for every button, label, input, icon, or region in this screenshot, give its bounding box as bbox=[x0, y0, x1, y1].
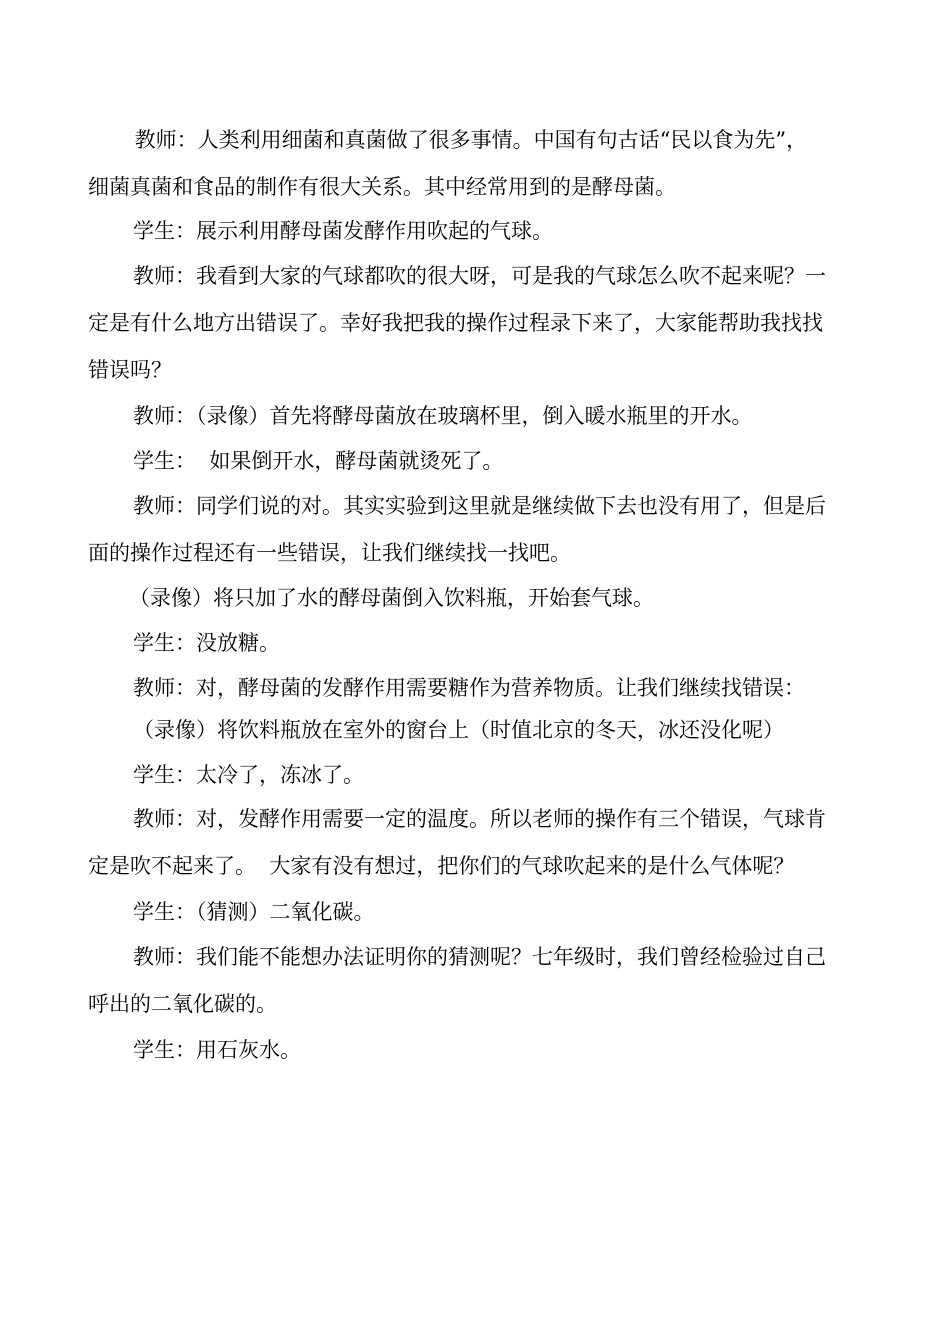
paragraph-line: 学生：没放糖。 bbox=[133, 631, 280, 655]
paragraph-line: 学生：（猜测）二氧化碳。 bbox=[133, 900, 375, 924]
paragraph-line: 细菌真菌和食品的制作有很大关系。其中经常用到的是酵母菌。 bbox=[88, 175, 676, 199]
paragraph-line: 教师：人类利用细菌和真菌做了很多事情。中国有句古话“民以食为先”， bbox=[128, 128, 808, 152]
paragraph-line: （录像）将只加了水的酵母菌倒入饮料瓶，开始套气球。 bbox=[129, 586, 654, 610]
paragraph-line: 教师：对，发酵作用需要一定的温度。所以老师的操作有三个错误，气球肯 bbox=[133, 807, 826, 831]
paragraph-line: 教师：我们能不能想办法证明你的猜测呢？七年级时，我们曾经检验过自己 bbox=[133, 945, 826, 969]
paragraph-line: 教师：对，酵母菌的发酵作用需要糖作为营养物质。让我们继续找错误： bbox=[133, 676, 805, 700]
paragraph-line: 学生：太冷了，冻冰了。 bbox=[133, 763, 364, 787]
paragraph-line: 学生： 如果倒开水，酵母菌就烫死了。 bbox=[133, 449, 504, 473]
paragraph-line: 教师：（录像）首先将酵母菌放在玻璃杯里，倒入暖水瓶里的开水。 bbox=[133, 404, 753, 428]
paragraph-line: 错误吗？ bbox=[88, 358, 172, 382]
paragraph-line: 呼出的二氧化碳的。 bbox=[88, 992, 277, 1016]
paragraph-line: 学生：展示利用酵母菌发酵作用吹起的气球。 bbox=[133, 219, 553, 243]
paragraph-line: 教师：我看到大家的气球都吹的很大呀，可是我的气球怎么吹不起来呢？一 bbox=[133, 264, 826, 288]
paragraph-line: 学生：用石灰水。 bbox=[133, 1038, 301, 1062]
paragraph-line: 面的操作过程还有一些错误，让我们继续找一找吧。 bbox=[88, 541, 571, 565]
paragraph-line: 教师：同学们说的对。其实实验到这里就是继续做下去也没有用了，但是后 bbox=[133, 494, 826, 518]
paragraph-line: 定是有什么地方出错误了。幸好我把我的操作过程录下来了，大家能帮助我找找 bbox=[88, 311, 823, 335]
paragraph-line: 定是吹不起来了。 大家有没有想过，把你们的气球吹起来的是什么气体呢？ bbox=[88, 854, 795, 878]
paragraph-line: （录像）将饮料瓶放在室外的窗台上（时值北京的冬天，冰还没化呢） bbox=[133, 718, 784, 742]
